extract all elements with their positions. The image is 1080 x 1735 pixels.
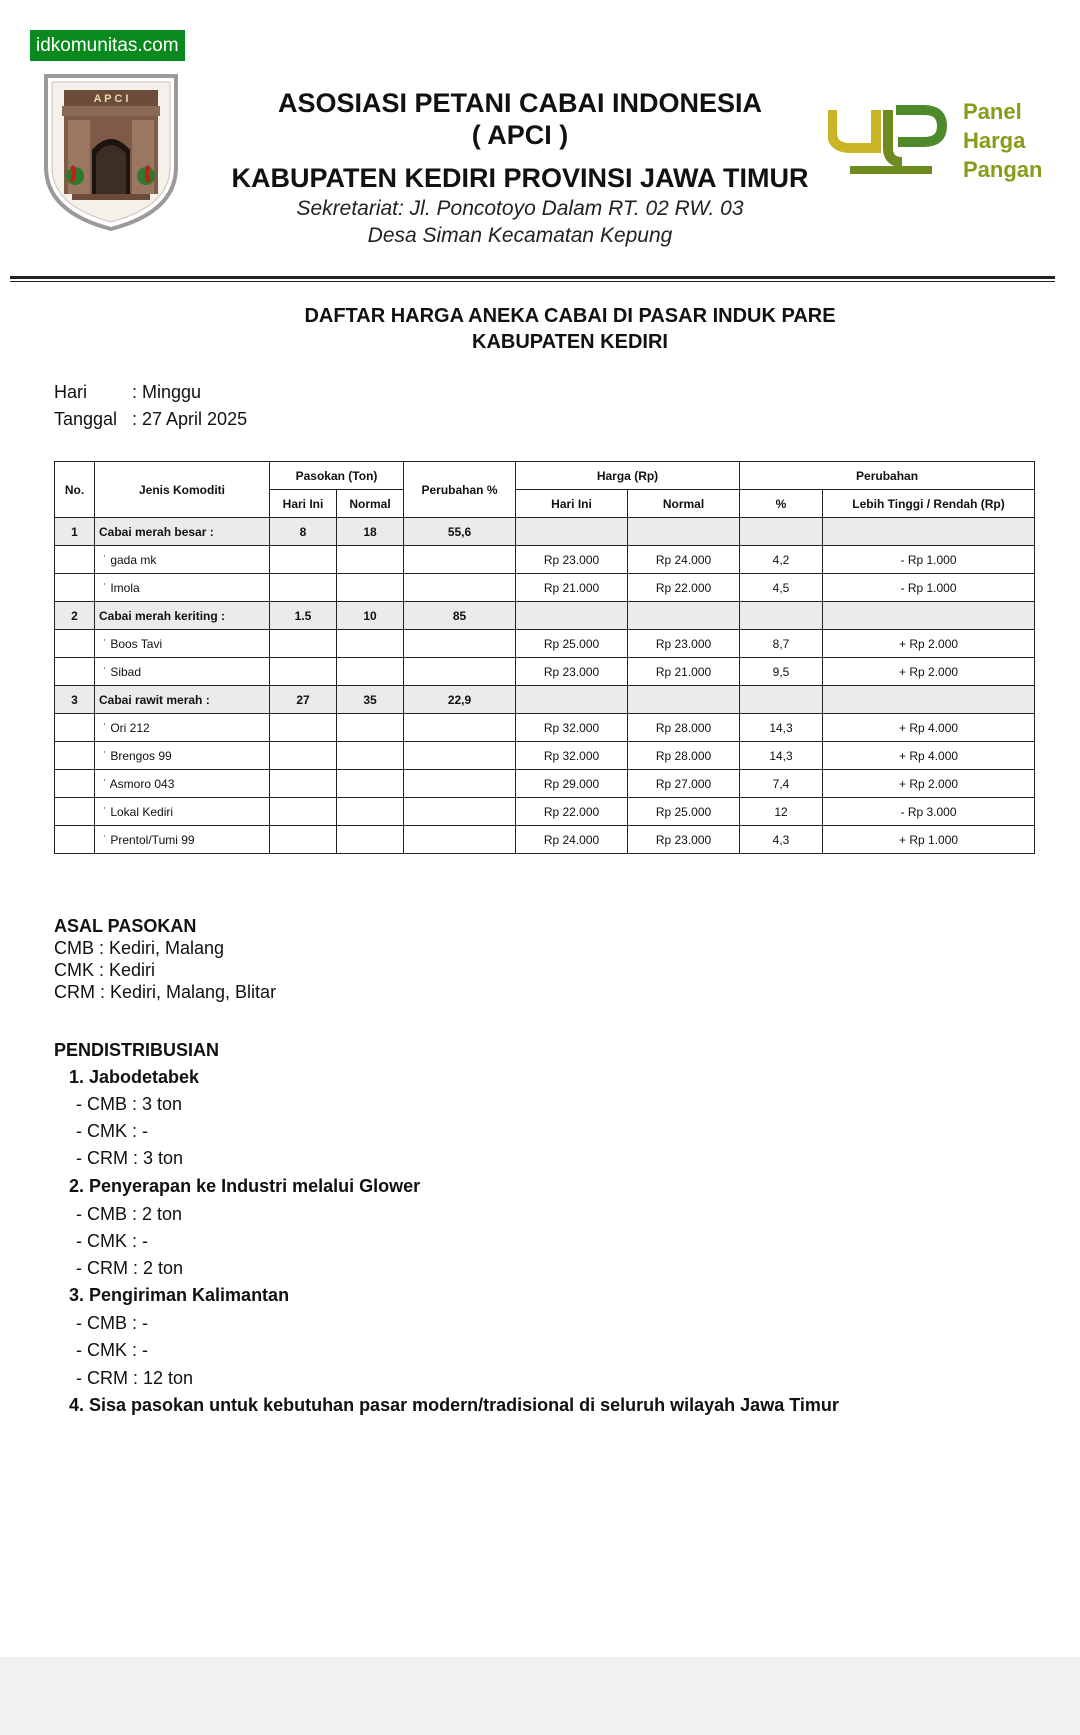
cell-pasokan-change [404, 546, 516, 574]
distribusi-sub: - CMK : - [76, 1231, 148, 1251]
cell-commodity: ˙ Asmoro 043 [95, 770, 270, 798]
header-pct: % [740, 490, 823, 518]
distribusi-sub: - CRM : 12 ton [76, 1368, 194, 1388]
cell-pasokan-normal: 35 [337, 686, 404, 714]
distribusi-sub: - CMB : 3 ton [76, 1094, 183, 1114]
cell-no: 3 [55, 686, 95, 714]
cell-pasokan-today [270, 770, 337, 798]
header-harga: Harga (Rp) [516, 462, 740, 490]
price-table [54, 461, 1035, 854]
cell-pasokan-normal: 10 [337, 602, 404, 630]
cell-pasokan-today [270, 658, 337, 686]
meta-day [54, 382, 201, 403]
cell-commodity: ˙ Prentol/Tumi 99 [95, 826, 270, 854]
cell-harga-today: Rp 21.000 [516, 574, 628, 602]
cell-harga-normal: Rp 23.000 [628, 826, 740, 854]
table-row [55, 826, 1035, 854]
cell-pasokan-change [404, 770, 516, 798]
header-harga-normal: Normal [628, 490, 740, 518]
table-body [55, 518, 1035, 854]
cell-change-rp [823, 686, 1035, 714]
cell-change-rp: + Rp 2.000 [823, 658, 1035, 686]
table-row [55, 658, 1035, 686]
header-perubahan-pct: Perubahan % [404, 462, 516, 518]
meta-date [54, 409, 247, 430]
distribusi-sub: - CRM : 2 ton [76, 1258, 184, 1278]
cell-commodity: ˙ Lokal Kediri [95, 798, 270, 826]
table-group-row [55, 518, 1035, 546]
address-line-1: Sekretariat: Jl. Poncotoyo Dalam RT. 02 RW. 03 [296, 197, 744, 220]
distribusi-heading: 2. Penyerapan ke Industri melalui Glower [69, 1176, 421, 1196]
table-group-row [55, 602, 1035, 630]
cell-change-rp [823, 602, 1035, 630]
cell-change-rp: - Rp 1.000 [823, 574, 1035, 602]
cell-harga-today: Rp 23.000 [516, 546, 628, 574]
cell-pasokan-normal [337, 714, 404, 742]
cell-pasokan-change [404, 742, 516, 770]
address-line-2: Desa Siman Kecamatan Kepung [367, 224, 673, 247]
document-title: DAFTAR HARGA ANEKA CABAI DI PASAR INDUK PARE [304, 305, 836, 327]
header-jenis-komoditi: Jenis Komoditi [95, 462, 270, 518]
cell-pasokan-today: 8 [270, 518, 337, 546]
cell-commodity: ˙ Imola [95, 574, 270, 602]
header-pasokan-hari-ini: Hari Ini [270, 490, 337, 518]
cell-pasokan-normal [337, 742, 404, 770]
cell-pasokan-normal [337, 770, 404, 798]
cell-commodity: ˙ Ori 212 [95, 714, 270, 742]
cell-no [55, 574, 95, 602]
asal-line: CRM : Kediri, Malang, Blitar [54, 982, 277, 1002]
cell-harga-normal: Rp 25.000 [628, 798, 740, 826]
cell-harga-today: Rp 32.000 [516, 742, 628, 770]
cell-pasokan-today [270, 574, 337, 602]
cell-commodity: Cabai merah keriting : [95, 602, 270, 630]
cell-pasokan-change [404, 826, 516, 854]
cell-pasokan-today [270, 742, 337, 770]
cell-pasokan-today: 27 [270, 686, 337, 714]
pendistribusian-title: PENDISTRIBUSIAN [54, 1040, 220, 1060]
cell-pasokan-normal [337, 798, 404, 826]
header-divider-thin [10, 281, 1055, 282]
cell-change-pct: 12 [740, 798, 823, 826]
meta-date-label: Tanggal [54, 409, 118, 429]
table-row [55, 630, 1035, 658]
cell-harga-normal: Rp 28.000 [628, 714, 740, 742]
cell-pasokan-today [270, 826, 337, 854]
meta-date-value: : 27 April 2025 [132, 409, 248, 429]
cell-pasokan-normal [337, 826, 404, 854]
distribusi-heading: 1. Jabodetabek [69, 1067, 200, 1087]
table-group-row [55, 686, 1035, 714]
cell-pasokan-normal [337, 546, 404, 574]
cell-harga-normal: Rp 23.000 [628, 630, 740, 658]
cell-change-pct [740, 518, 823, 546]
apci-gate-logo-icon [42, 72, 180, 232]
cell-harga-normal [628, 686, 740, 714]
cell-pasokan-today [270, 546, 337, 574]
cell-harga-normal: Rp 21.000 [628, 658, 740, 686]
cell-change-rp: + Rp 2.000 [823, 630, 1035, 658]
cell-change-pct: 14,3 [740, 742, 823, 770]
meta-day-label: Hari [54, 382, 88, 402]
cell-pasokan-change [404, 798, 516, 826]
cell-harga-normal: Rp 28.000 [628, 742, 740, 770]
cell-pasokan-change: 55,6 [404, 518, 516, 546]
cell-commodity: Cabai merah besar : [95, 518, 270, 546]
cell-change-pct [740, 686, 823, 714]
table-row [55, 742, 1035, 770]
org-abbreviation: ( APCI ) [471, 120, 569, 150]
cell-commodity: ˙ gada mk [95, 546, 270, 574]
cell-change-rp: - Rp 3.000 [823, 798, 1035, 826]
cell-change-rp: - Rp 1.000 [823, 546, 1035, 574]
org-name: ASOSIASI PETANI CABAI INDONESIA [277, 88, 763, 118]
header-harga-hari-ini: Hari Ini [516, 490, 628, 518]
cell-no [55, 770, 95, 798]
cell-no [55, 714, 95, 742]
table-row [55, 798, 1035, 826]
cell-change-rp: + Rp 4.000 [823, 742, 1035, 770]
cell-change-rp [823, 518, 1035, 546]
cell-change-pct: 4,2 [740, 546, 823, 574]
distribusi-sub: - CMK : - [76, 1340, 148, 1360]
cell-commodity: Cabai rawit merah : [95, 686, 270, 714]
cell-harga-today: Rp 23.000 [516, 658, 628, 686]
cell-harga-today [516, 602, 628, 630]
logo-right-line3: Pangan [963, 157, 1043, 182]
cell-harga-today: Rp 22.000 [516, 798, 628, 826]
cell-pasokan-change [404, 714, 516, 742]
header-pasokan: Pasokan (Ton) [270, 462, 404, 490]
asal-line: CMK : Kediri [54, 960, 156, 980]
cell-change-pct [740, 602, 823, 630]
cell-change-pct: 9,5 [740, 658, 823, 686]
cell-harga-today: Rp 24.000 [516, 826, 628, 854]
cell-change-rp: + Rp 2.000 [823, 770, 1035, 798]
bottom-strip [0, 1657, 1080, 1735]
table-row [55, 714, 1035, 742]
cell-no [55, 798, 95, 826]
cell-harga-today [516, 518, 628, 546]
cell-pasokan-change: 22,9 [404, 686, 516, 714]
distribusi-sub: - CMB : - [76, 1313, 148, 1333]
cell-pasokan-change [404, 630, 516, 658]
cell-no [55, 630, 95, 658]
header-pasokan-normal: Normal [337, 490, 404, 518]
cell-pasokan-today [270, 630, 337, 658]
cell-harga-normal [628, 518, 740, 546]
logo-right-line1: Panel [963, 99, 1022, 124]
cell-change-pct: 14,3 [740, 714, 823, 742]
cell-harga-today [516, 686, 628, 714]
panel-harga-pangan-logo-icon [828, 92, 1058, 187]
header-divider [10, 276, 1055, 279]
asal-pasokan-title: ASAL PASOKAN [54, 916, 197, 936]
cell-harga-today: Rp 32.000 [516, 714, 628, 742]
cell-pasokan-change [404, 574, 516, 602]
cell-pasokan-normal [337, 658, 404, 686]
table-row [55, 574, 1035, 602]
cell-harga-normal: Rp 24.000 [628, 546, 740, 574]
header-lebih-tinggi-rendah: Lebih Tinggi / Rendah (Rp) [823, 490, 1035, 518]
cell-change-rp: + Rp 1.000 [823, 826, 1035, 854]
logo-right-line2: Harga [963, 128, 1026, 153]
cell-pasokan-normal: 18 [337, 518, 404, 546]
cell-harga-normal [628, 602, 740, 630]
cell-change-pct: 7,4 [740, 770, 823, 798]
meta-day-value: : Minggu [132, 382, 202, 402]
document-subtitle: KABUPATEN KEDIRI [472, 331, 668, 353]
cell-no [55, 658, 95, 686]
watermark-badge: idkomunitas.com [30, 30, 185, 61]
cell-change-pct: 4,5 [740, 574, 823, 602]
cell-pasokan-today [270, 714, 337, 742]
distribusi-heading: 3. Pengiriman Kalimantan [69, 1285, 290, 1305]
cell-commodity: ˙ Brengos 99 [95, 742, 270, 770]
cell-change-pct: 4,3 [740, 826, 823, 854]
apci-logo-text: A P C I [93, 93, 129, 105]
cell-no [55, 546, 95, 574]
cell-no: 2 [55, 602, 95, 630]
cell-pasokan-today [270, 798, 337, 826]
cell-no: 1 [55, 518, 95, 546]
distribusi-sub: - CMK : - [76, 1121, 148, 1141]
cell-change-rp: + Rp 4.000 [823, 714, 1035, 742]
cell-harga-today: Rp 29.000 [516, 770, 628, 798]
cell-pasokan-change [404, 658, 516, 686]
distribusi-sub: - CMB : 2 ton [76, 1204, 183, 1224]
org-region: KABUPATEN KEDIRI PROVINSI JAWA TIMUR [231, 163, 809, 193]
cell-change-pct: 8,7 [740, 630, 823, 658]
cell-no [55, 826, 95, 854]
cell-commodity: ˙ Boos Tavi [95, 630, 270, 658]
table-row [55, 546, 1035, 574]
cell-pasokan-normal [337, 574, 404, 602]
header-no: No. [55, 462, 95, 518]
distribusi-sub: - CRM : 3 ton [76, 1148, 184, 1168]
distribusi-heading: 4. Sisa pasokan untuk kebutuhan pasar modern/tradisional di seluruh wilayah Jawa Timur [69, 1395, 839, 1415]
cell-commodity: ˙ Sibad [95, 658, 270, 686]
header-perubahan: Perubahan [740, 462, 1035, 490]
cell-pasokan-normal [337, 630, 404, 658]
asal-line: CMB : Kediri, Malang [54, 938, 225, 958]
cell-harga-normal: Rp 27.000 [628, 770, 740, 798]
cell-pasokan-today: 1.5 [270, 602, 337, 630]
cell-harga-today: Rp 25.000 [516, 630, 628, 658]
cell-no [55, 742, 95, 770]
table-row [55, 770, 1035, 798]
cell-harga-normal: Rp 22.000 [628, 574, 740, 602]
cell-pasokan-change: 85 [404, 602, 516, 630]
